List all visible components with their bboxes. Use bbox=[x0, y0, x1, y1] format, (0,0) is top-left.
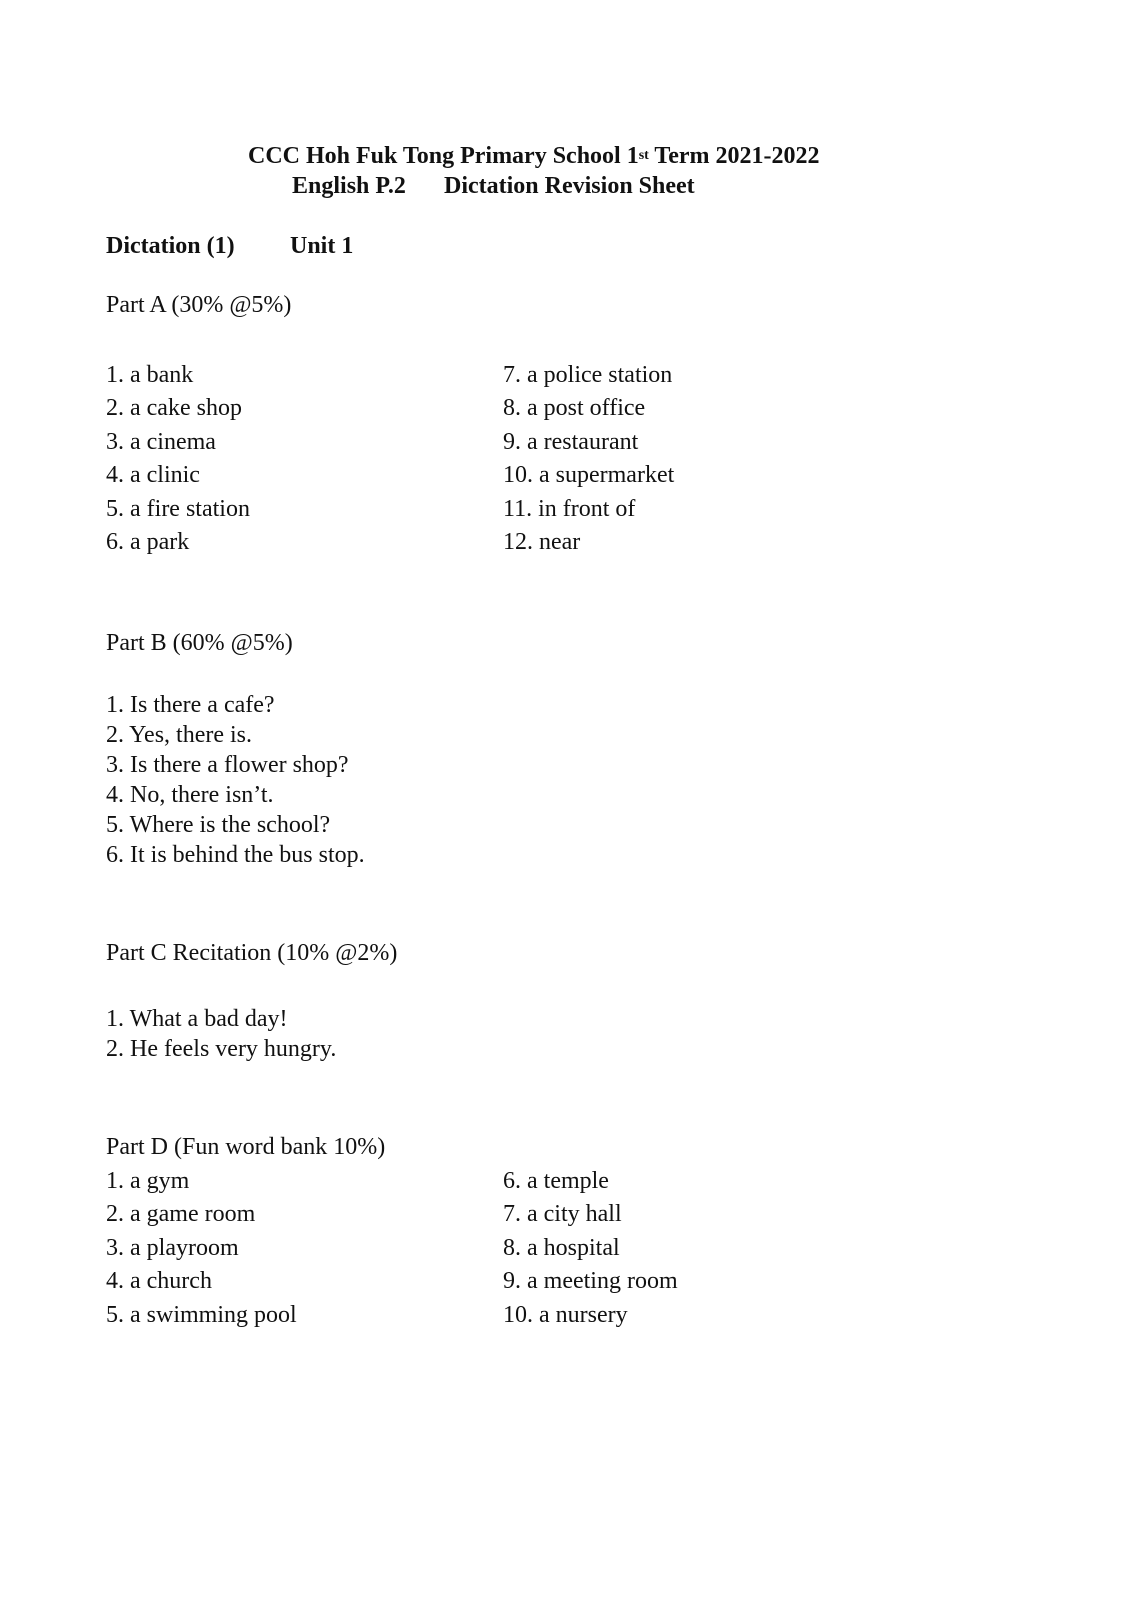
list-item: 4. a clinic bbox=[106, 462, 200, 488]
document-title bbox=[248, 143, 820, 170]
list-item: 9. a meeting room bbox=[503, 1268, 678, 1294]
list-item: 5. a fire station bbox=[106, 496, 250, 522]
list-item: 2. a game room bbox=[106, 1201, 256, 1227]
list-item: 9. a restaurant bbox=[503, 429, 639, 455]
dictation-heading: Dictation (1) bbox=[106, 233, 235, 259]
list-item: 10. a nursery bbox=[503, 1302, 628, 1328]
list-item: 2. a cake shop bbox=[106, 395, 242, 421]
list-item: 12. near bbox=[503, 529, 581, 555]
title-superscript: st bbox=[638, 148, 649, 163]
list-item: 1. What a bad day! bbox=[106, 1006, 288, 1032]
unit-heading: Unit 1 bbox=[290, 233, 354, 259]
list-item: 11. in front of bbox=[503, 496, 636, 522]
list-item: 6. a park bbox=[106, 529, 190, 555]
part-c-heading: Part C Recitation (10% @2%) bbox=[106, 940, 398, 966]
list-item: 3. a cinema bbox=[106, 429, 216, 455]
list-item: 2. Yes, there is. bbox=[106, 722, 253, 748]
title-term: Term 2021-2022 bbox=[648, 143, 820, 169]
subject-label: English P.2 bbox=[292, 173, 406, 199]
list-item: 5. a swimming pool bbox=[106, 1302, 297, 1328]
list-item: 2. He feels very hungry. bbox=[106, 1036, 337, 1062]
list-item: 1. a bank bbox=[106, 362, 194, 388]
list-item: 3. a playroom bbox=[106, 1235, 239, 1261]
sheet-name: Dictation Revision Sheet bbox=[444, 173, 695, 199]
list-item: 7. a city hall bbox=[503, 1201, 622, 1227]
list-item: 4. No, there isn’t. bbox=[106, 782, 274, 808]
list-item: 7. a police station bbox=[503, 362, 673, 388]
list-item: 1. Is there a cafe? bbox=[106, 692, 275, 718]
list-item: 8. a hospital bbox=[503, 1235, 620, 1261]
list-item: 1. a gym bbox=[106, 1168, 190, 1194]
list-item: 3. Is there a flower shop? bbox=[106, 752, 349, 778]
list-item: 6. a temple bbox=[503, 1168, 609, 1194]
list-item: 4. a church bbox=[106, 1268, 212, 1294]
title-main: CCC Hoh Fuk Tong Primary School 1 bbox=[248, 143, 639, 169]
list-item: 5. Where is the school? bbox=[106, 812, 331, 838]
list-item: 8. a post office bbox=[503, 395, 646, 421]
list-item: 10. a supermarket bbox=[503, 462, 675, 488]
list-item: 6. It is behind the bus stop. bbox=[106, 842, 365, 868]
part-a-heading: Part A (30% @5%) bbox=[106, 292, 292, 318]
part-d-heading: Part D (Fun word bank 10%) bbox=[106, 1134, 386, 1160]
part-b-heading: Part B (60% @5%) bbox=[106, 630, 293, 656]
